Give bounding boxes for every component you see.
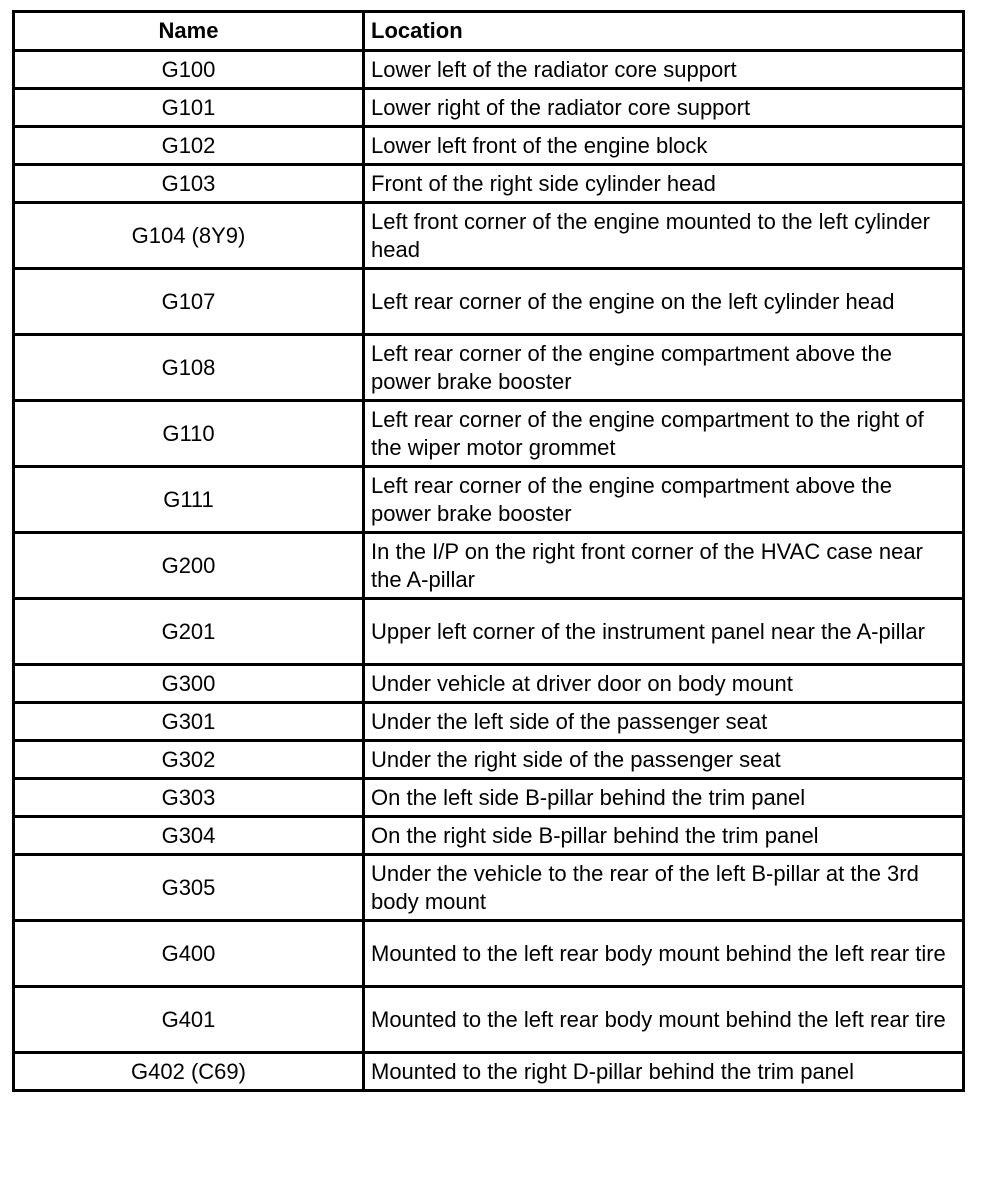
ground-name-cell: G401 <box>14 987 364 1053</box>
table-row <box>14 51 964 89</box>
ground-location-cell: Mounted to the left rear body mount behind the left rear tire <box>364 987 964 1053</box>
ground-name-cell: G100 <box>14 51 364 89</box>
table-row <box>14 741 964 779</box>
ground-name-cell: G301 <box>14 703 364 741</box>
ground-location-cell: Mounted to the right D-pillar behind the trim panel <box>364 1053 964 1091</box>
ground-location-cell: In the I/P on the right front corner of the HVAC case near the A-pillar <box>364 533 964 599</box>
ground-location-cell: Lower right of the radiator core support <box>364 89 964 127</box>
table-row <box>14 335 964 401</box>
ground-locations-table <box>12 10 965 1092</box>
table-row <box>14 987 964 1053</box>
ground-name-cell: G302 <box>14 741 364 779</box>
ground-name-cell: G201 <box>14 599 364 665</box>
ground-name-cell: G101 <box>14 89 364 127</box>
ground-name-cell: G108 <box>14 335 364 401</box>
ground-name-cell: G303 <box>14 779 364 817</box>
table-row <box>14 165 964 203</box>
ground-location-cell: On the right side B-pillar behind the trim panel <box>364 817 964 855</box>
ground-location-cell: Front of the right side cylinder head <box>364 165 964 203</box>
table-row <box>14 665 964 703</box>
ground-location-cell: Upper left corner of the instrument panel near the A-pillar <box>364 599 964 665</box>
ground-location-cell: Left rear corner of the engine compartment to the right of the wiper motor grommet <box>364 401 964 467</box>
header-row <box>14 12 964 51</box>
ground-location-cell: Left front corner of the engine mounted to the left cylinder head <box>364 203 964 269</box>
table-row <box>14 203 964 269</box>
ground-location-cell: Lower left of the radiator core support <box>364 51 964 89</box>
ground-location-cell: Under vehicle at driver door on body mount <box>364 665 964 703</box>
location-column-header: Location <box>364 12 964 51</box>
ground-location-cell: Under the right side of the passenger seat <box>364 741 964 779</box>
ground-name-cell: G402 (C69) <box>14 1053 364 1091</box>
ground-name-cell: G107 <box>14 269 364 335</box>
table-row <box>14 1053 964 1091</box>
table-row <box>14 89 964 127</box>
ground-name-cell: G305 <box>14 855 364 921</box>
ground-name-cell: G400 <box>14 921 364 987</box>
table-row <box>14 533 964 599</box>
table-row <box>14 779 964 817</box>
table-row <box>14 269 964 335</box>
ground-location-cell: Left rear corner of the engine compartment above the power brake booster <box>364 467 964 533</box>
ground-name-cell: G200 <box>14 533 364 599</box>
table-row <box>14 467 964 533</box>
ground-location-cell: Left rear corner of the engine on the left cylinder head <box>364 269 964 335</box>
ground-name-cell: G103 <box>14 165 364 203</box>
ground-name-cell: G110 <box>14 401 364 467</box>
ground-location-cell: Left rear corner of the engine compartment above the power brake booster <box>364 335 964 401</box>
table-row <box>14 855 964 921</box>
table-row <box>14 401 964 467</box>
ground-location-cell: Lower left front of the engine block <box>364 127 964 165</box>
ground-name-cell: G304 <box>14 817 364 855</box>
ground-location-cell: Under the vehicle to the rear of the left B-pillar at the 3rd body mount <box>364 855 964 921</box>
table-row <box>14 703 964 741</box>
table-row <box>14 599 964 665</box>
ground-location-cell: On the left side B-pillar behind the trim panel <box>364 779 964 817</box>
ground-name-cell: G102 <box>14 127 364 165</box>
name-column-header: Name <box>14 12 364 51</box>
table-row <box>14 127 964 165</box>
table-row <box>14 817 964 855</box>
table-row <box>14 921 964 987</box>
ground-name-cell: G104 (8Y9) <box>14 203 364 269</box>
ground-location-cell: Mounted to the left rear body mount behind the left rear tire <box>364 921 964 987</box>
ground-name-cell: G300 <box>14 665 364 703</box>
ground-name-cell: G111 <box>14 467 364 533</box>
ground-location-cell: Under the left side of the passenger seat <box>364 703 964 741</box>
